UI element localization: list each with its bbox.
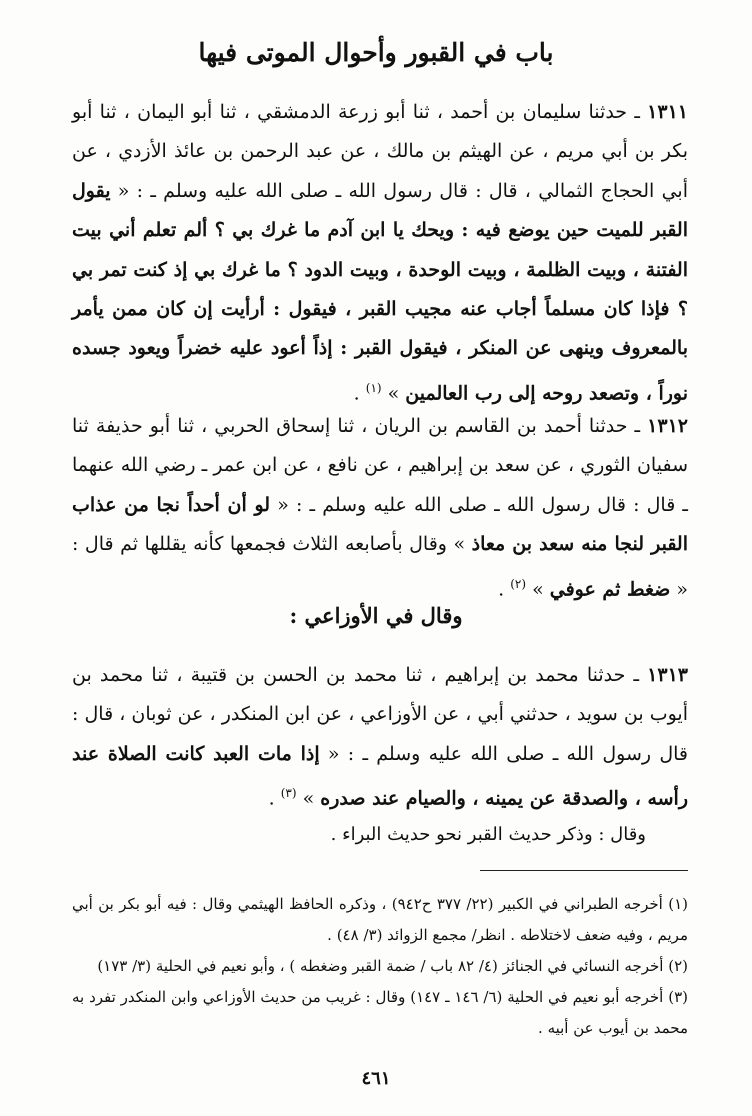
matn-text: يقول القبر للميت حين يوضع فيه : ويحك يا ابن آدم ما غرك بي ؟ ألم تعلم أني بيت الفتنة ، وبيت الظلمة ، وبيت الوحدة ، وبيت الدود ؟ ما غرك بي إذ كنت تمر بي ؟ فإذا كان مسلماً أجاب عنه مجيب القبر ، فيقول : أرأيت إن كان ممن يأمر بالمعروف وينهى عن المنكر ، فيقول القبر : إذاً أعود عليه خضراً ويعود جسده نوراً ، وتصعد روحه إلى رب العالمين — [72, 179, 688, 405]
footnote-3: (٣) أخرجه أبو نعيم في الحلية (٦/ ١٤٦ ـ ١٤٧) وقال : غريب من حديث الأوزاعي وابن المنكدر تفرد به محمد بن أيوب عن أبيه . — [72, 988, 688, 1037]
footnote-2: (٢) أخرجه النسائي في الجنائز (٤/ ٨٢ باب / ضمة القبر وضغطه ) ، وأبو نعيم في الحلية (٣/ ١٧٣) — [97, 957, 688, 975]
footnote-ref: (٣) — [280, 786, 297, 801]
hadith-number: ١٣١٢ — [647, 415, 688, 437]
period: . — [498, 577, 511, 600]
chapter-title: باب في القبور وأحوال الموتى فيها — [198, 38, 554, 67]
isnad-text: ـ حدثنا سليمان بن أحمد ، ثنا أبو زرعة الدمشقي ، ثنا أبو اليمان ، ثنا أبو بكر بن أبي مريم ، عن الهيثم بن مالك ، عن عبد الرحمن بن عائذ الأزدي ، عن أبي الحجاج الثمالي ، قال : قال رسول الله ـ صلى الله عليه وسلم ـ : « — [72, 101, 688, 202]
footnote-ref: (١) — [365, 380, 382, 395]
closing-remark: وقال : وذكر حديث القبر نحو حديث البراء . — [330, 824, 646, 845]
hadith-1312 — [72, 407, 688, 609]
hadith-1311 — [72, 93, 688, 414]
footnote-ref: (٢) — [510, 576, 527, 591]
footnote-divider — [480, 870, 688, 871]
section-subheading: وقال في الأوزاعي : — [289, 603, 463, 628]
quote-close: » — [296, 787, 321, 810]
footnotes — [72, 889, 688, 1044]
page-number: ٤٦١ — [361, 1068, 391, 1089]
quote-close: » — [381, 382, 406, 405]
isnad-text: ـ حدثنا محمد بن إبراهيم ، ثنا محمد بن الحسن بن قتيبة ، ثنا محمد بن أيوب بن سويد ، حدثني أبي ، عن الأوزاعي ، عن ابن المنكدر ، عن ثوبان ، قال : قال رسول الله ـ صلى الله عليه وسلم ـ : « — [72, 664, 688, 765]
hadith-number: ١٣١٣ — [647, 664, 688, 686]
hadith-number: ١٣١١ — [647, 101, 688, 123]
narration-text: » وقال بأصابعه الثلاث فجمعها كأنه يقللها ثم قال : « — [72, 533, 688, 600]
matn-text-2: ضغط ثم عوفي — [549, 577, 671, 600]
footnote-1: (١) أخرجه الطبراني في الكبير (٢٢/ ٣٧٧ ح٩٤٢) ، وذكره الحافظ الهيثمي وقال : فيه أبو بكر بن أبي مريم ، وفيه ضعف لاختلاطه . انظر/ مجمع الزوائد (٣/ ٤٨) . — [72, 895, 689, 944]
isnad-text: ـ حدثنا أحمد بن القاسم بن الريان ، ثنا إسحاق الحربي ، ثنا أبو حذيفة ثنا سفيان الثوري ، عن سعد بن إبراهيم ، عن نافع ، عن ابن عمر ـ رضي الله عنهما ـ قال : قال رسول الله ـ صلى الله عليه وسلم ـ : « — [72, 415, 688, 516]
matn-text: لو أن أحداً نجا من عذاب القبر لنجا منه سعد بن معاذ — [72, 493, 688, 556]
matn-text: إذا مات العبد كانت الصلاة عند رأسه ، والصدقة عن يمينه ، والصيام عند صدره — [72, 742, 688, 810]
period: . — [353, 382, 366, 405]
hadith-1313 — [72, 656, 688, 819]
period: . — [268, 787, 281, 810]
quote-close: » — [526, 577, 550, 600]
